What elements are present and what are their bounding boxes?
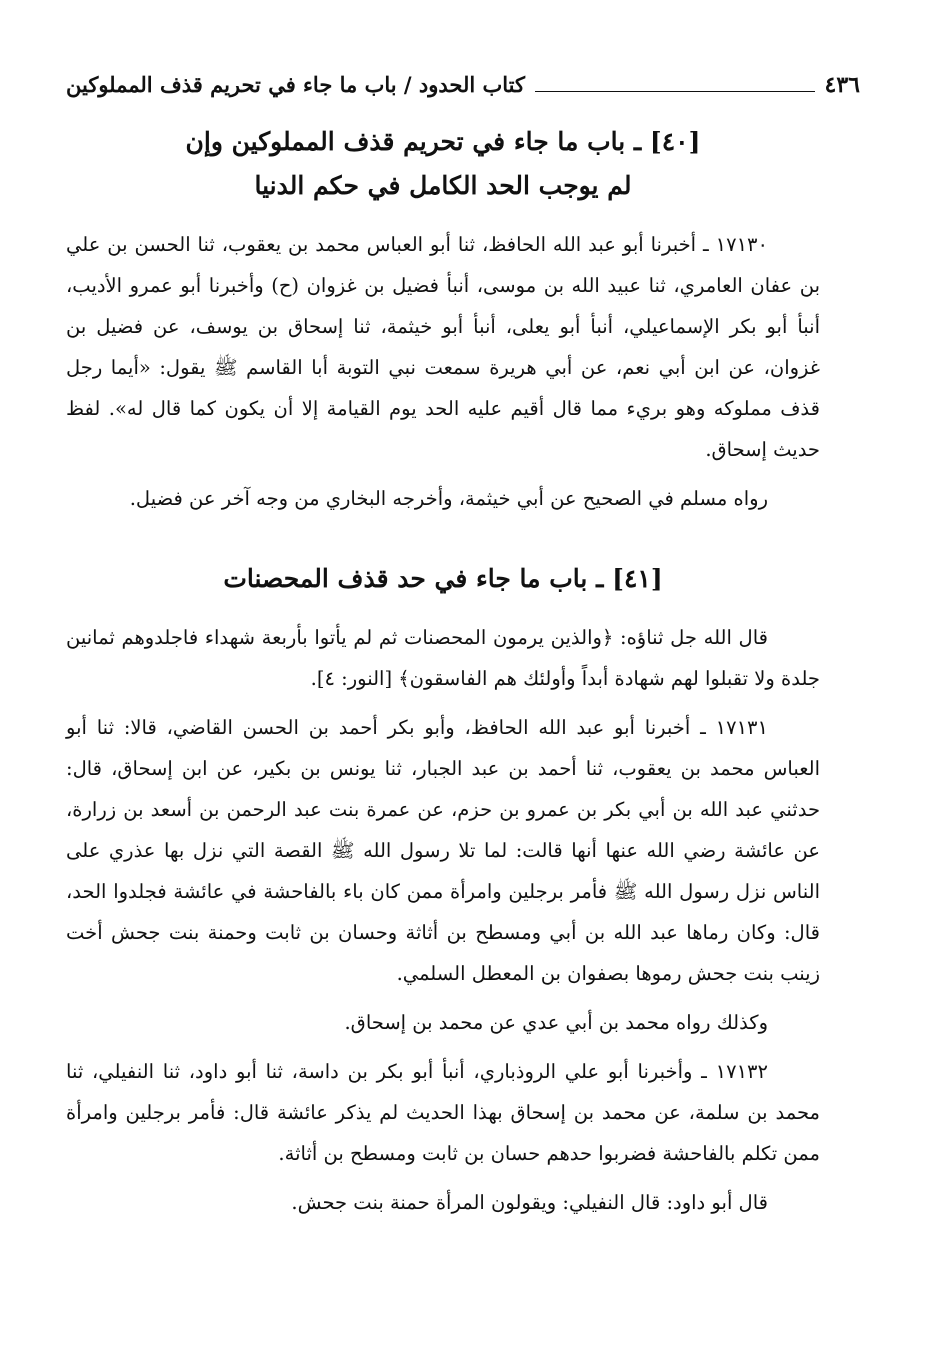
quran-verse-paragraph: قال الله جل ثناؤه: ﴿والذين يرمون المحصنات ثم لم يأتوا بأربعة شهداء فاجلدوهم ثمانين جلدة ولا تقبلوا لهم شهادة أبداً وأولئك هم الفاسقون﴾ [النور: ٤]. [66, 626, 820, 690]
chapter-heading-40-line1: [٤٠] ـ باب ما جاء في تحريم قذف المملوكين وإن [185, 127, 701, 156]
hadith-17130-note: رواه مسلم في الصحيح عن أبي خيثمة، وأخرجه البخاري من وجه آخر عن فضيل. [129, 487, 768, 510]
section-gap [66, 527, 820, 549]
chapter-heading-40-line2: لم يوجب الحد الكامل في حكم الدنيا [254, 171, 632, 200]
hadith-17132: ١٧١٣٢ ـ وأخبرنا أبو علي الروذباري، أنبأ أبو بكر بن داسة، ثنا أبو داود، ثنا النفيلي، ثنا محمد بن سلمة، عن محمد بن إسحاق بهذا الحديث لم يذكر عائشة قال: فأمر برجلين وامرأة ممن تكلم بالفاحشة فضربوا حدهم حسان بن ثابت ومسطح بن أثاثة. [66, 1060, 820, 1165]
hadith-17131-note: وكذلك رواه محمد بن أبي عدي عن محمد بن إسحاق. [344, 1011, 768, 1034]
running-title: كتاب الحدود / باب ما جاء في تحريم قذف المملوكين [66, 72, 526, 97]
running-header [66, 72, 860, 112]
page-number: ٤٣٦ [824, 72, 860, 98]
hadith-17132-note: قال أبو داود: قال النفيلي: ويقولون المرأة حمنة بنت جحش. [291, 1191, 768, 1214]
hadith-17131: ١٧١٣١ ـ أخبرنا أبو عبد الله الحافظ، وأبو بكر أحمد بن الحسن القاضي، قالا: ثنا أبو العباس محمد بن يعقوب، ثنا أحمد بن عبد الجبار، ثنا يونس بن بكير، عن ابن إسحاق، قال: حدثني عبد الله بن أبي بكر بن عمرو بن حزم، عن عمرة بنت عبد الرحمن بن أسعد بن زرارة، عن عائشة رضي الله عنها أنها قالت: لما تلا رسول الله ﷺ القصة التي نزل بها عذري على الناس نزل رسول الله ﷺ فأمر برجلين وامرأة ممن كان باء بالفاحشة في عائشة فجلدوا الحد، قال: وكان رماها عبد الله بن أبي ومسطح بن أثاثة وحسان بن ثابت وحمنة بنت جحش أخت زينب بنت جحش رموها بصفوان بن المعطل السلمي. [66, 716, 820, 985]
header-rule [535, 91, 815, 92]
hadith-17130: ١٧١٣٠ ـ أخبرنا أبو عبد الله الحافظ، ثنا أبو العباس محمد بن يعقوب، ثنا الحسن بن علي بن عفان العامري، ثنا عبيد الله بن موسى، أنبأ فضيل بن غزوان (ح) وأخبرنا أبو عمرو الأديب، أنبأ أبو بكر الإسماعيلي، أنبأ أبو يعلى، أنبأ أبو خيثمة، ثنا إسحاق بن يوسف، عن فضيل بن غزوان، عن ابن أبي نعم، عن أبي هريرة سمعت نبي التوبة أبا القاسم ﷺ يقول: «أيما رجل قذف مملوكه وهو بريء مما قال أقيم عليه الحد يوم القيامة إلا أن يكون كما قال له». لفظ حديث إسحاق. [66, 233, 820, 461]
chapter-heading-41: [٤١] ـ باب ما جاء في حد قذف المحصنات [223, 564, 663, 593]
chapter-heading-40 [66, 120, 820, 208]
